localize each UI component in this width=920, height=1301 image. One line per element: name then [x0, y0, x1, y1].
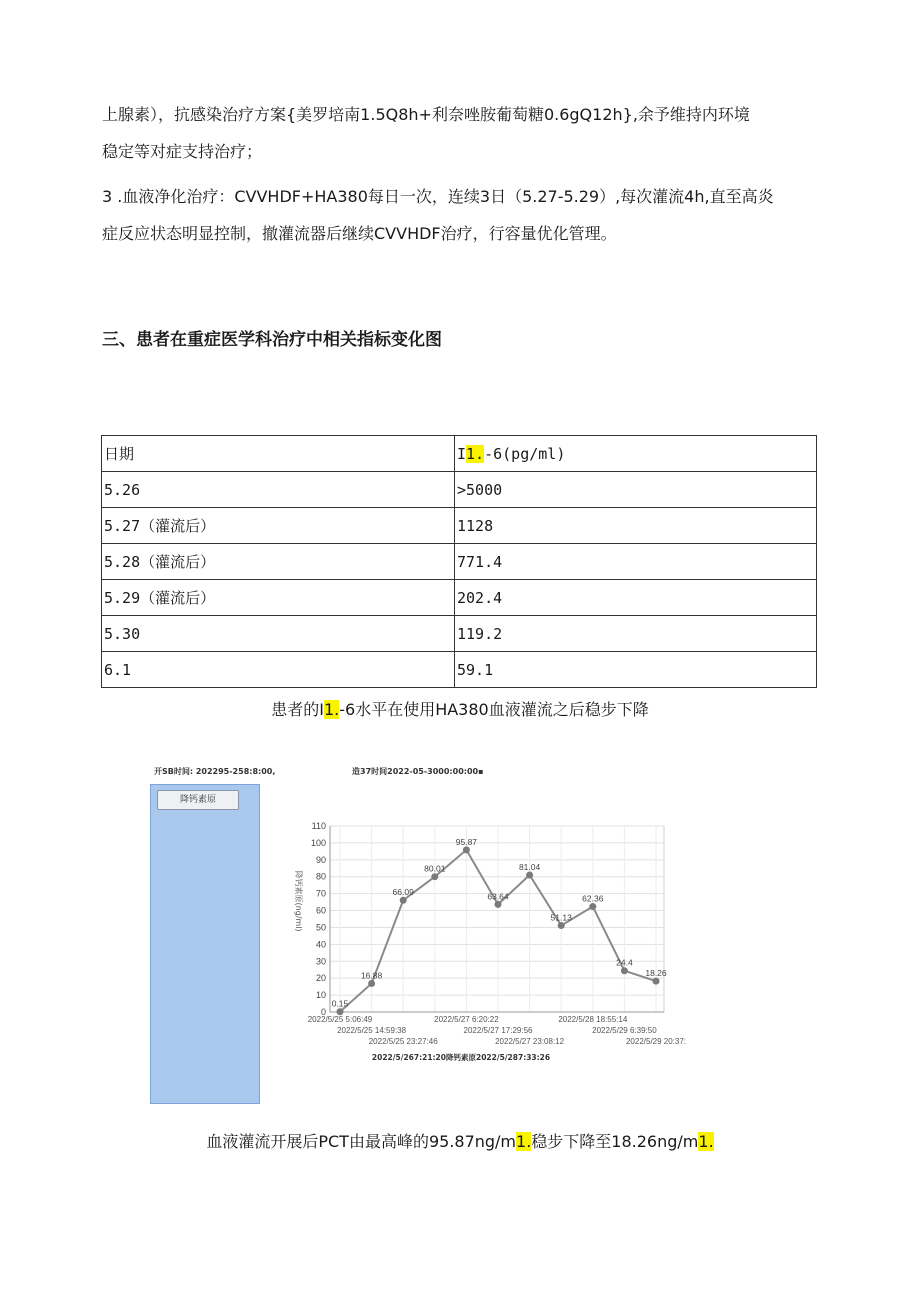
y-tick-label: 20	[315, 973, 326, 984]
chart-caption	[0, 1131, 920, 1153]
data-point	[558, 922, 565, 929]
pct-indicator-button[interactable]: 降钙素原	[157, 790, 239, 810]
caption-text: 稳步下降至18.26ng/m	[531, 1132, 699, 1151]
paragraph-2-line-1: 3 .血液净化治疗：CVVHDF+HA380每日一次，连续3日（5.27-5.29）,每次灌流4h,直至高炎	[102, 187, 774, 206]
data-point	[653, 978, 660, 985]
x-axis-label: 2022/5/267:21:20降钙素原2022/5/287:33:26	[371, 1053, 551, 1062]
table-cell-date: 6.1	[102, 652, 455, 688]
x-tick-label: 2022/5/25 14:59:38	[337, 1026, 407, 1035]
table-header-il6: I1.-6(pg/ml)	[455, 436, 817, 472]
paragraph-2-line-2: 症反应状态明显控制，撤灌流器后继续CVVHDF治疗，行容量优化管理。	[102, 224, 617, 243]
table-cell-value: 1128	[455, 508, 817, 544]
y-tick-label: 80	[315, 871, 326, 882]
data-point	[368, 980, 375, 987]
caption-highlight: 1.	[516, 1132, 532, 1151]
table-cell-date: 5.29（灌流后）	[102, 580, 455, 616]
table-caption	[0, 699, 920, 721]
table-cell-date: 5.26	[102, 472, 455, 508]
y-axis-label: 降钙素原(ng/ml)	[294, 870, 303, 932]
x-tick-label: 2022/5/29 6:39:50	[592, 1026, 657, 1035]
y-tick-label: 110	[311, 821, 326, 831]
table-row	[102, 652, 817, 688]
paragraph-1-line-1: 上腺素），抗感染治疗方案{美罗培南1.5Q8h+利奈唑胺葡萄糖0.6gQ12h},余予维持内环境	[102, 105, 750, 124]
table-row	[102, 472, 817, 508]
y-tick-label: 50	[315, 922, 326, 933]
x-tick-label: 2022/5/27 17:29:56	[463, 1026, 533, 1035]
x-tick-label: 2022/5/29 20:37:	[625, 1037, 687, 1046]
indicator-panel	[150, 784, 260, 1104]
embedded-screenshot	[148, 760, 687, 1106]
caption-text: 患者的I	[271, 700, 324, 719]
table-cell-date: 5.30	[102, 616, 455, 652]
table-cell-value: 119.2	[455, 616, 817, 652]
data-point	[400, 897, 407, 904]
table-row	[102, 580, 817, 616]
data-label: 51.13	[550, 912, 572, 923]
table-cell-date: 5.27（灌流后）	[102, 508, 455, 544]
plot-area	[330, 826, 664, 1012]
data-point	[589, 903, 596, 910]
end-time-label: 造37时间2022-05-3000:00:00▪	[352, 767, 484, 776]
data-label: 0.15	[331, 998, 349, 1009]
data-label: 66.09	[392, 887, 414, 898]
y-tick-label: 0	[320, 1007, 326, 1017]
data-point	[463, 846, 470, 853]
table-cell-value: 202.4	[455, 580, 817, 616]
data-label: 24.4	[616, 957, 633, 968]
y-tick-label: 10	[315, 990, 326, 1001]
table-cell-value: 59.1	[455, 652, 817, 688]
y-tick-label: 40	[315, 939, 326, 950]
caption-highlight: 1.	[698, 1132, 714, 1151]
paragraph-1-line-2: 稳定等对症支持治疗；	[102, 142, 263, 161]
il6-table	[101, 435, 817, 688]
y-tick-label: 60	[315, 905, 326, 916]
x-tick-label: 2022/5/28 18:55:14	[558, 1015, 628, 1024]
data-point	[621, 967, 628, 974]
x-tick-label: 2022/5/27 6:20:22	[434, 1015, 499, 1024]
data-label: 16.88	[360, 970, 383, 981]
table-cell-date: 5.28（灌流后）	[102, 544, 455, 580]
data-label: 81.04	[518, 861, 541, 872]
start-time-label: 开SB时间: 202295-258:8:00,	[154, 767, 276, 776]
x-tick-label: 2022/5/25 23:27:46	[368, 1037, 438, 1046]
pct-line-chart	[268, 816, 687, 1096]
table-row	[102, 508, 817, 544]
x-tick-label: 2022/5/25 5:06:49	[307, 1015, 373, 1024]
x-tick-label: 2022/5/27 23:08:12	[495, 1037, 565, 1046]
data-label: 18.26	[645, 968, 667, 979]
data-point	[431, 873, 438, 880]
data-label: 95.87	[455, 836, 478, 847]
table-header-date: 日期	[102, 436, 455, 472]
section-title: 三、患者在重症医学科治疗中相关指标变化图	[102, 330, 442, 350]
data-label: 63.64	[487, 891, 509, 902]
data-label: 62.36	[582, 893, 604, 904]
caption-text: 血液灌流开展后PCT由最高峰的95.87ng/m	[206, 1132, 517, 1151]
data-point	[526, 871, 533, 878]
table-cell-value: 771.4	[455, 544, 817, 580]
y-tick-label: 100	[310, 837, 326, 848]
y-tick-label: 30	[315, 956, 326, 967]
table-cell-value: >5000	[455, 472, 817, 508]
y-tick-label: 70	[315, 888, 326, 899]
caption-text: -6水平在使用HA380血液灌流之后稳步下降	[339, 700, 649, 719]
table-header-row	[102, 436, 817, 472]
caption-highlight: 1.	[323, 700, 340, 719]
y-tick-label: 90	[315, 854, 326, 865]
table-row	[102, 616, 817, 652]
data-label: 80.01	[424, 863, 446, 874]
data-point	[495, 901, 502, 908]
table-row	[102, 544, 817, 580]
